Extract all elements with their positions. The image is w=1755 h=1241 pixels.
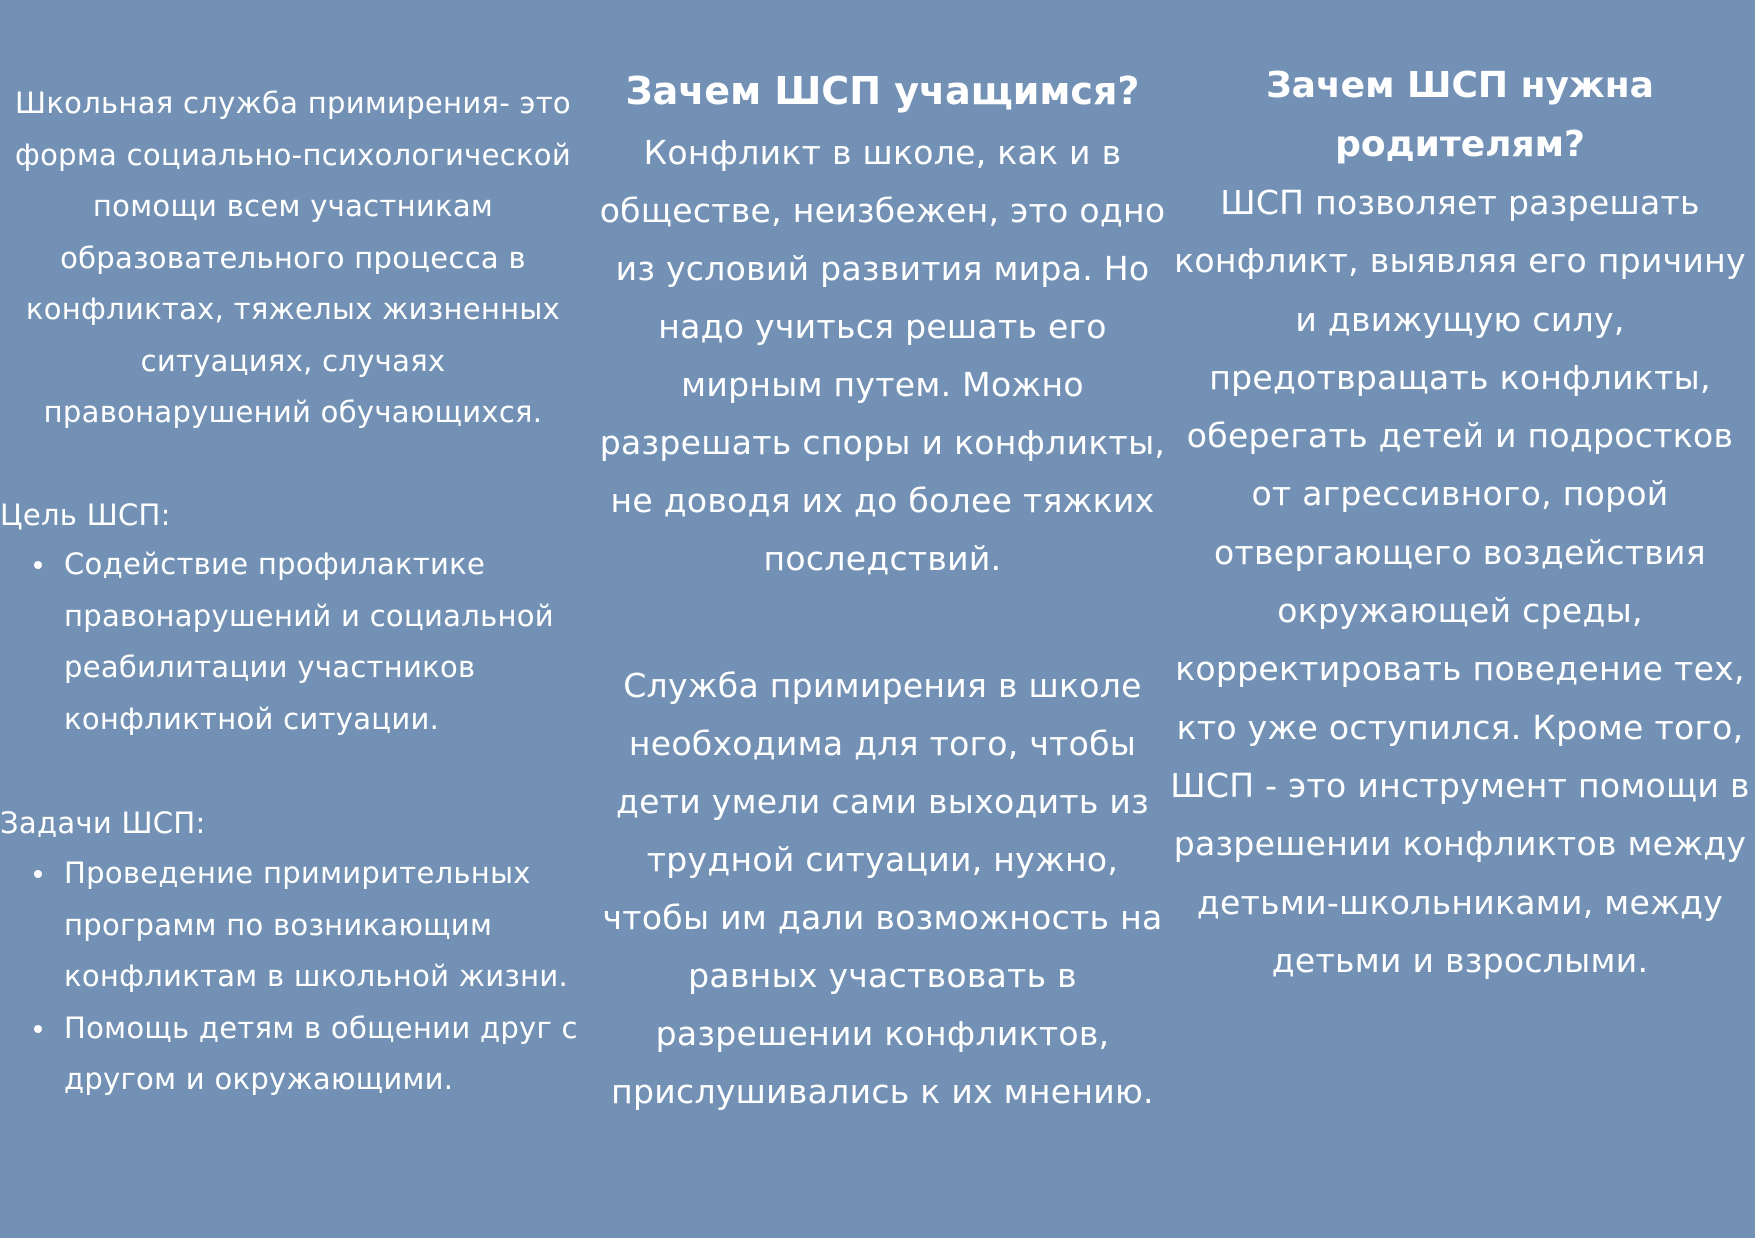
tasks-list <box>0 848 585 1106</box>
goal-text: Содействие профилактике правонарушений и социальной реабилитации участников конфликтной ситуации. <box>64 547 554 736</box>
list-item <box>0 848 585 1003</box>
parents-paragraph: ШСП позволяет разрешать конфликт, выявляя его причину и движущую силу, предотвращать конфликты, оберегать детей и подростков от агрессивного, порой отвергающего воздействия окружающей среды, корректировать поведение тех, кто уже оступился. Кроме того, ШСП - это инструмент помощи в разрешении конфликтов между детьми-школьниками, между детьми и взрослыми. <box>1170 183 1750 980</box>
list-item <box>0 539 585 745</box>
goal-heading: Цель ШСП: <box>0 498 171 532</box>
task-text: Проведение примирительных программ по возникающим конфликтам в школьной жизни. <box>64 856 568 993</box>
students-paragraph-1: Конфликт в школе, как и в обществе, неизбежен, это одно из условий развития мира. Но надо учиться решать его мирным путем. Можно разрешать споры и конфликты, не доводя их до более тяжких последствий. <box>599 133 1166 578</box>
students-paragraph-2: Служба примирения в школе необходима для того, чтобы дети умели сами выходить из трудной ситуации, нужно, чтобы им дали возможность на равных участвовать в разрешении конфликтов, прислушивались к их мнению. <box>602 666 1163 1111</box>
bullet-icon <box>34 561 42 569</box>
bullet-icon <box>34 1025 42 1033</box>
intro-text: Школьная служба примирения- это форма социально-психологической помощи всем участникам образовательного процесса в конфликтах, тяжелых жизненных ситуациях, случаях правонарушений обучающихся. <box>15 86 571 429</box>
task-text: Помощь детям в общении друг с другом и окружающими. <box>64 1010 578 1096</box>
tasks-heading: Задачи ШСП: <box>0 806 206 840</box>
bullet-icon <box>34 870 42 878</box>
goal-list <box>0 539 585 745</box>
students-heading: Зачем ШСП учащимся? <box>625 69 1140 113</box>
list-item <box>0 1003 585 1106</box>
parents-heading: Зачем ШСП нужна родителям? <box>1266 65 1654 165</box>
